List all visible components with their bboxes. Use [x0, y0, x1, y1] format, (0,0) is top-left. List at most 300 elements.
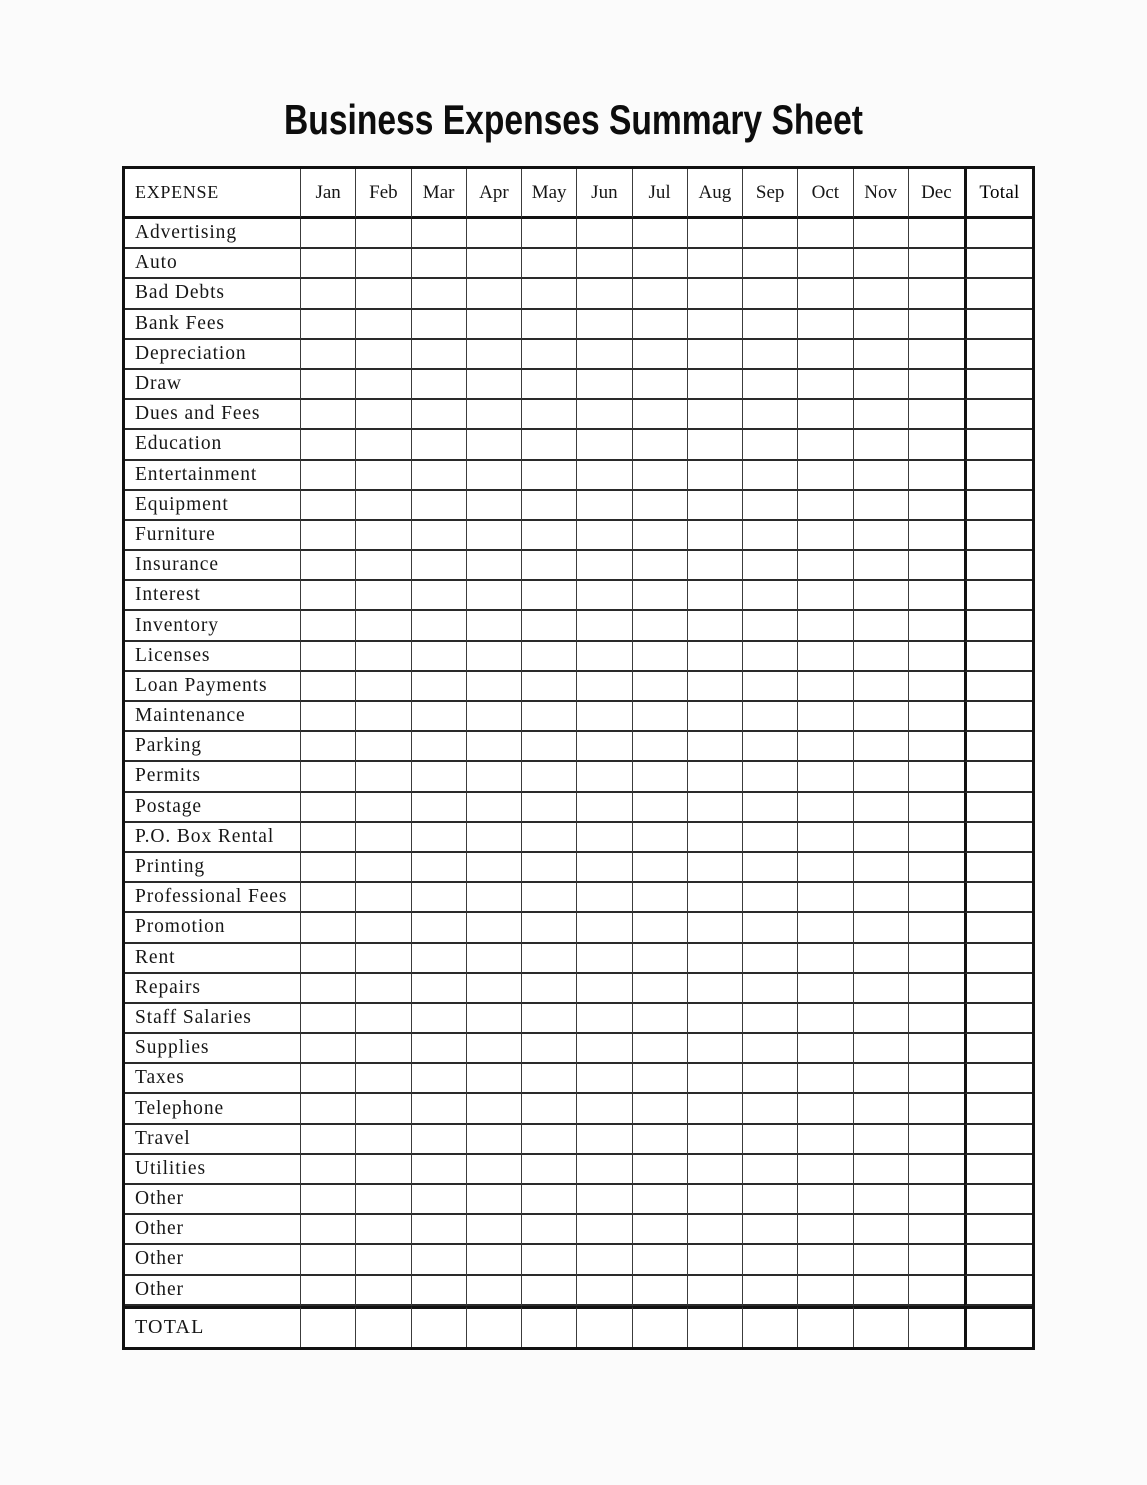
data-cell: [356, 913, 411, 943]
data-cell: [356, 491, 411, 521]
data-cell: [633, 793, 688, 823]
data-cell: [467, 430, 522, 460]
row-total-cell: [964, 762, 1032, 792]
data-cell: [522, 642, 577, 672]
data-cell: [522, 1185, 577, 1215]
data-cell: [301, 551, 356, 581]
data-cell: [909, 461, 964, 491]
data-cell: [854, 1094, 909, 1124]
data-cell: [356, 279, 411, 309]
total-data-cell: [412, 1306, 467, 1347]
data-cell: [356, 1215, 411, 1245]
data-cell: [854, 853, 909, 883]
row-label: Furniture: [125, 521, 301, 551]
data-cell: [688, 1094, 743, 1124]
data-cell: [301, 611, 356, 641]
data-cell: [688, 1064, 743, 1094]
data-cell: [688, 1004, 743, 1034]
data-cell: [522, 1125, 577, 1155]
data-cell: [467, 400, 522, 430]
data-cell: [356, 611, 411, 641]
data-cell: [356, 551, 411, 581]
data-cell: [909, 1215, 964, 1245]
data-cell: [633, 762, 688, 792]
data-cell: [854, 1215, 909, 1245]
data-cell: [909, 551, 964, 581]
data-cell: [633, 551, 688, 581]
total-data-cell: [467, 1306, 522, 1347]
data-cell: [743, 823, 798, 853]
data-cell: [743, 642, 798, 672]
data-cell: [743, 1004, 798, 1034]
data-cell: [577, 762, 632, 792]
data-cell: [412, 551, 467, 581]
data-cell: [909, 1155, 964, 1185]
data-cell: [577, 913, 632, 943]
row-label: Promotion: [125, 913, 301, 943]
data-cell: [356, 1125, 411, 1155]
data-cell: [633, 611, 688, 641]
row-total-cell: [964, 340, 1032, 370]
row-total-cell: [964, 491, 1032, 521]
data-cell: [798, 310, 853, 340]
row-total-cell: [964, 793, 1032, 823]
data-cell: [356, 340, 411, 370]
data-cell: [301, 430, 356, 460]
data-cell: [467, 762, 522, 792]
data-cell: [854, 551, 909, 581]
data-cell: [577, 279, 632, 309]
data-cell: [467, 1094, 522, 1124]
row-total-cell: [964, 823, 1032, 853]
data-cell: [412, 521, 467, 551]
data-cell: [301, 762, 356, 792]
data-cell: [522, 1064, 577, 1094]
data-cell: [743, 611, 798, 641]
data-cell: [798, 1276, 853, 1306]
data-cell: [356, 400, 411, 430]
data-cell: [301, 461, 356, 491]
data-cell: [633, 853, 688, 883]
data-cell: [412, 974, 467, 1004]
data-cell: [577, 1034, 632, 1064]
data-cell: [798, 732, 853, 762]
header-cell-oct: Oct: [798, 169, 853, 219]
row-total-cell: [964, 853, 1032, 883]
row-total-cell: [964, 611, 1032, 641]
data-cell: [909, 1125, 964, 1155]
data-cell: [798, 823, 853, 853]
data-cell: [522, 702, 577, 732]
row-total-cell: [964, 279, 1032, 309]
data-cell: [522, 944, 577, 974]
data-cell: [854, 762, 909, 792]
data-cell: [688, 1215, 743, 1245]
data-cell: [577, 1094, 632, 1124]
data-cell: [467, 219, 522, 249]
data-cell: [522, 1155, 577, 1185]
data-cell: [412, 823, 467, 853]
data-cell: [467, 944, 522, 974]
data-cell: [301, 1245, 356, 1275]
row-total-cell: [964, 1245, 1032, 1275]
data-cell: [301, 249, 356, 279]
data-cell: [356, 762, 411, 792]
data-cell: [633, 672, 688, 702]
data-cell: [412, 249, 467, 279]
data-cell: [633, 400, 688, 430]
data-cell: [412, 1125, 467, 1155]
data-cell: [798, 1064, 853, 1094]
data-cell: [798, 853, 853, 883]
data-cell: [356, 823, 411, 853]
data-cell: [854, 1155, 909, 1185]
data-cell: [798, 1155, 853, 1185]
data-cell: [301, 883, 356, 913]
data-cell: [798, 762, 853, 792]
data-cell: [633, 1185, 688, 1215]
data-cell: [909, 1034, 964, 1064]
data-cell: [633, 279, 688, 309]
data-cell: [356, 430, 411, 460]
data-cell: [798, 219, 853, 249]
data-cell: [909, 974, 964, 1004]
data-cell: [356, 642, 411, 672]
data-cell: [743, 793, 798, 823]
data-cell: [577, 611, 632, 641]
row-total-cell: [964, 461, 1032, 491]
data-cell: [522, 279, 577, 309]
data-cell: [412, 944, 467, 974]
data-cell: [522, 461, 577, 491]
row-total-cell: [964, 551, 1032, 581]
data-cell: [854, 310, 909, 340]
data-cell: [467, 611, 522, 641]
data-cell: [633, 491, 688, 521]
data-cell: [301, 944, 356, 974]
data-cell: [743, 732, 798, 762]
row-total-cell: [964, 883, 1032, 913]
data-cell: [633, 944, 688, 974]
data-cell: [854, 370, 909, 400]
data-cell: [633, 430, 688, 460]
data-cell: [688, 340, 743, 370]
data-cell: [688, 793, 743, 823]
data-cell: [743, 551, 798, 581]
total-data-cell: [798, 1306, 853, 1347]
data-cell: [467, 1215, 522, 1245]
data-cell: [577, 581, 632, 611]
total-data-cell: [522, 1306, 577, 1347]
row-total-cell: [964, 1064, 1032, 1094]
data-cell: [743, 1094, 798, 1124]
row-total-cell: [964, 1034, 1032, 1064]
data-cell: [743, 883, 798, 913]
header-cell-aug: Aug: [688, 169, 743, 219]
data-cell: [412, 370, 467, 400]
data-cell: [743, 249, 798, 279]
data-cell: [633, 732, 688, 762]
data-cell: [743, 340, 798, 370]
data-cell: [909, 672, 964, 702]
data-cell: [743, 1034, 798, 1064]
data-cell: [467, 974, 522, 1004]
data-cell: [301, 1155, 356, 1185]
data-cell: [743, 1155, 798, 1185]
data-cell: [633, 1215, 688, 1245]
row-total-cell: [964, 310, 1032, 340]
row-total-cell: [964, 370, 1032, 400]
row-total-cell: [964, 944, 1032, 974]
data-cell: [633, 1125, 688, 1155]
data-cell: [577, 430, 632, 460]
data-cell: [467, 1245, 522, 1275]
data-cell: [301, 672, 356, 702]
data-cell: [854, 1245, 909, 1275]
data-cell: [467, 883, 522, 913]
data-cell: [633, 249, 688, 279]
data-cell: [798, 491, 853, 521]
data-cell: [688, 853, 743, 883]
data-cell: [743, 1276, 798, 1306]
total-data-cell: [743, 1306, 798, 1347]
data-cell: [798, 521, 853, 551]
data-cell: [909, 310, 964, 340]
data-cell: [356, 1034, 411, 1064]
data-cell: [688, 611, 743, 641]
data-cell: [577, 310, 632, 340]
data-cell: [467, 340, 522, 370]
data-cell: [301, 581, 356, 611]
data-cell: [301, 491, 356, 521]
data-cell: [633, 1064, 688, 1094]
data-cell: [577, 1155, 632, 1185]
total-data-cell: [688, 1306, 743, 1347]
data-cell: [412, 1094, 467, 1124]
data-cell: [522, 853, 577, 883]
row-total-cell: [964, 219, 1032, 249]
data-cell: [798, 611, 853, 641]
data-cell: [688, 1125, 743, 1155]
row-label: Other: [125, 1245, 301, 1275]
row-label: Licenses: [125, 642, 301, 672]
row-label: Auto: [125, 249, 301, 279]
data-cell: [688, 1155, 743, 1185]
data-cell: [798, 1125, 853, 1155]
data-cell: [909, 702, 964, 732]
data-cell: [522, 370, 577, 400]
data-cell: [743, 672, 798, 702]
data-cell: [522, 1004, 577, 1034]
row-label: Postage: [125, 793, 301, 823]
data-cell: [467, 1004, 522, 1034]
data-cell: [688, 672, 743, 702]
data-cell: [577, 642, 632, 672]
data-cell: [909, 1094, 964, 1124]
row-label: Interest: [125, 581, 301, 611]
row-total-cell: [964, 974, 1032, 1004]
data-cell: [577, 944, 632, 974]
row-label: Travel: [125, 1125, 301, 1155]
data-cell: [301, 1185, 356, 1215]
data-cell: [688, 279, 743, 309]
data-cell: [798, 430, 853, 460]
data-cell: [577, 249, 632, 279]
data-cell: [412, 883, 467, 913]
data-cell: [909, 521, 964, 551]
data-cell: [356, 1094, 411, 1124]
row-label: Professional Fees: [125, 883, 301, 913]
data-cell: [577, 823, 632, 853]
data-cell: [743, 219, 798, 249]
data-cell: [854, 611, 909, 641]
data-cell: [909, 430, 964, 460]
data-cell: [412, 491, 467, 521]
data-cell: [522, 913, 577, 943]
data-cell: [688, 732, 743, 762]
data-cell: [522, 732, 577, 762]
data-cell: [356, 370, 411, 400]
data-cell: [909, 793, 964, 823]
data-cell: [743, 1245, 798, 1275]
data-cell: [909, 1185, 964, 1215]
data-cell: [854, 883, 909, 913]
data-cell: [909, 581, 964, 611]
data-cell: [467, 279, 522, 309]
data-cell: [743, 702, 798, 732]
data-cell: [688, 883, 743, 913]
data-cell: [688, 400, 743, 430]
data-cell: [743, 762, 798, 792]
row-label: Permits: [125, 762, 301, 792]
data-cell: [743, 430, 798, 460]
data-cell: [412, 853, 467, 883]
data-cell: [522, 581, 577, 611]
data-cell: [301, 732, 356, 762]
data-cell: [412, 1276, 467, 1306]
data-cell: [356, 853, 411, 883]
data-cell: [577, 1004, 632, 1034]
data-cell: [854, 642, 909, 672]
data-cell: [633, 974, 688, 1004]
header-cell-dec: Dec: [909, 169, 964, 219]
data-cell: [522, 430, 577, 460]
row-total-cell: [964, 249, 1032, 279]
data-cell: [356, 461, 411, 491]
data-cell: [688, 219, 743, 249]
total-data-cell: [909, 1306, 964, 1347]
data-cell: [743, 279, 798, 309]
data-cell: [412, 400, 467, 430]
data-cell: [633, 1245, 688, 1275]
data-cell: [743, 853, 798, 883]
data-cell: [633, 581, 688, 611]
row-label: Advertising: [125, 219, 301, 249]
data-cell: [356, 1004, 411, 1034]
data-cell: [633, 340, 688, 370]
data-cell: [577, 551, 632, 581]
data-cell: [467, 1034, 522, 1064]
data-cell: [688, 1245, 743, 1275]
total-data-cell: [356, 1306, 411, 1347]
data-cell: [301, 340, 356, 370]
data-cell: [522, 521, 577, 551]
data-cell: [633, 1004, 688, 1034]
data-cell: [577, 219, 632, 249]
row-total-cell: [964, 1004, 1032, 1034]
data-cell: [854, 702, 909, 732]
data-cell: [356, 1276, 411, 1306]
data-cell: [854, 430, 909, 460]
header-cell-nov: Nov: [854, 169, 909, 219]
data-cell: [854, 1034, 909, 1064]
data-cell: [301, 1004, 356, 1034]
data-cell: [688, 370, 743, 400]
row-label: Dues and Fees: [125, 400, 301, 430]
header-cell-jun: Jun: [577, 169, 632, 219]
row-label: Taxes: [125, 1064, 301, 1094]
data-cell: [633, 1155, 688, 1185]
data-cell: [909, 249, 964, 279]
data-cell: [301, 793, 356, 823]
row-label: Other: [125, 1215, 301, 1245]
data-cell: [577, 974, 632, 1004]
data-cell: [522, 793, 577, 823]
data-cell: [301, 400, 356, 430]
data-cell: [798, 1215, 853, 1245]
data-cell: [301, 279, 356, 309]
data-cell: [909, 279, 964, 309]
row-label: Other: [125, 1276, 301, 1306]
data-cell: [798, 1094, 853, 1124]
header-cell-may: May: [522, 169, 577, 219]
row-label: Inventory: [125, 611, 301, 641]
data-cell: [633, 1034, 688, 1064]
data-cell: [467, 823, 522, 853]
data-cell: [301, 310, 356, 340]
data-cell: [467, 853, 522, 883]
expenses-table: [122, 166, 1035, 1350]
data-cell: [798, 340, 853, 370]
data-cell: [412, 642, 467, 672]
data-cell: [909, 642, 964, 672]
data-cell: [577, 340, 632, 370]
page-title: Business Expenses Summary Sheet: [284, 96, 863, 143]
data-cell: [854, 400, 909, 430]
data-cell: [633, 370, 688, 400]
data-cell: [798, 1034, 853, 1064]
data-cell: [909, 762, 964, 792]
data-cell: [798, 370, 853, 400]
data-cell: [854, 581, 909, 611]
data-cell: [356, 944, 411, 974]
header-cell-mar: Mar: [412, 169, 467, 219]
data-cell: [301, 1276, 356, 1306]
data-cell: [467, 672, 522, 702]
data-cell: [909, 611, 964, 641]
row-label: Equipment: [125, 491, 301, 521]
data-cell: [798, 1004, 853, 1034]
data-cell: [798, 400, 853, 430]
header-cell-sep: Sep: [743, 169, 798, 219]
data-cell: [909, 913, 964, 943]
data-cell: [356, 219, 411, 249]
data-cell: [412, 1215, 467, 1245]
row-total-cell: [964, 1094, 1032, 1124]
data-cell: [633, 1094, 688, 1124]
data-cell: [854, 974, 909, 1004]
total-data-cell: [633, 1306, 688, 1347]
